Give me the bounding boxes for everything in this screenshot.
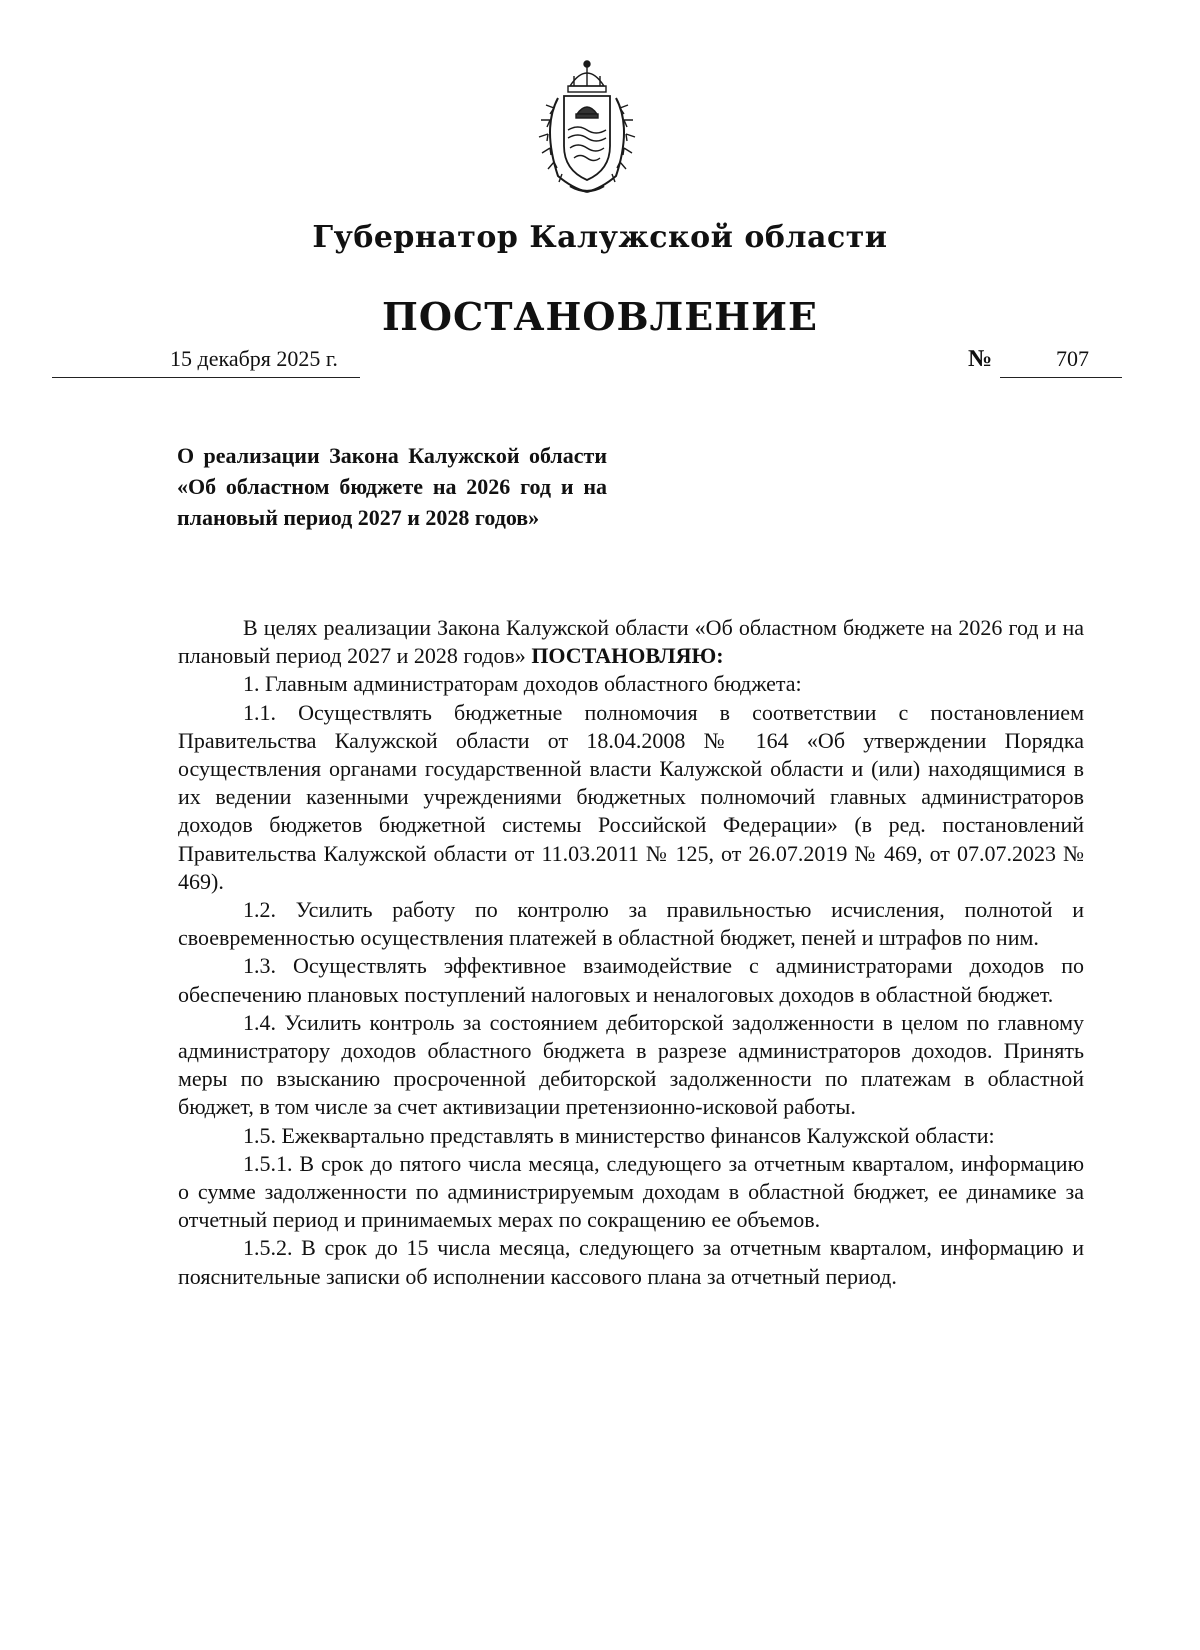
preamble-text: В целях реализации Закона Калужской области «Об областном бюджете на 2026 год и на плановый период 2027 и 2028 годов»: [178, 615, 1084, 669]
number-label: №: [968, 346, 993, 372]
coat-of-arms-icon: [530, 58, 644, 196]
preamble: [178, 614, 1084, 670]
preamble-keyword: ПОСТАНОВЛЯЮ:: [531, 643, 724, 669]
document-title: О реализации Закона Калужской области «Об областном бюджете на 2026 год и на плановый период 2027 и 2028 годов»: [177, 443, 607, 530]
paragraph-1-3: 1.3. Осуществлять эффективное взаимодействие с администраторами доходов по обеспечению плановых поступлений налоговых и неналоговых доходов в областной бюджет.: [178, 953, 1084, 1007]
paragraph-1-4: 1.4. Усилить контроль за состоянием дебиторской задолженности в целом по главному администратору доходов областного бюджета в разрезе администраторов доходов. Принять меры по взысканию просроченной дебиторской задолженности по платежам в областной бюджет, в том числе за счет активизации претензионно-исковой работы.: [178, 1009, 1084, 1120]
document-date: 15 декабря 2025 г.: [170, 346, 338, 371]
issuing-authority: Губернатор Калужской области: [312, 220, 888, 255]
paragraph-1-2: 1.2. Усилить работу по контролю за правильностью исчисления, полнотой и своевременностью осуществления платежей в областной бюджет, пеней и штрафов по ним.: [178, 897, 1084, 951]
paragraph-1-1: 1.1. Осуществлять бюджетные полномочия в соответствии с постановлением Правительства Калужской области от 18.04.2008 № 164 «Об утверждении Порядка осуществления органами государственной власти Калужской области и (или) находящимися в их ведении казенными учреждениями бюджетных полномочий главных администраторов доходов бюджетов бюджетной системы Российской Федерации» (в ред. постановлений Правительства Калужской области от 11.03.2011 № 125, от 26.07.2019 № 469, от 07.07.2023 № 469).: [178, 699, 1084, 894]
document-number: 707: [1056, 346, 1089, 371]
document-body: [178, 614, 1084, 1291]
paragraph-1-5-2: 1.5.2. В срок до 15 числа месяца, следующего за отчетным кварталом, информацию и пояснительные записки об исполнении кассового плана за отчетный период.: [178, 1235, 1084, 1289]
paragraph-1: 1. Главным администраторам доходов областного бюджета:: [243, 671, 802, 697]
paragraph-1-5-1: 1.5.1. В срок до пятого числа месяца, следующего за отчетным кварталом, информацию о сумме задолженности по администрируемым доходам в областной бюджет, ее динамике за отчетный период и принимаемых мерах по сокращению ее объемов.: [178, 1150, 1084, 1233]
paragraph-1-5: 1.5. Ежеквартально представлять в министерство финансов Калужской области:: [243, 1122, 995, 1148]
document-type: ПОСТАНОВЛЕНИЕ: [382, 294, 818, 339]
